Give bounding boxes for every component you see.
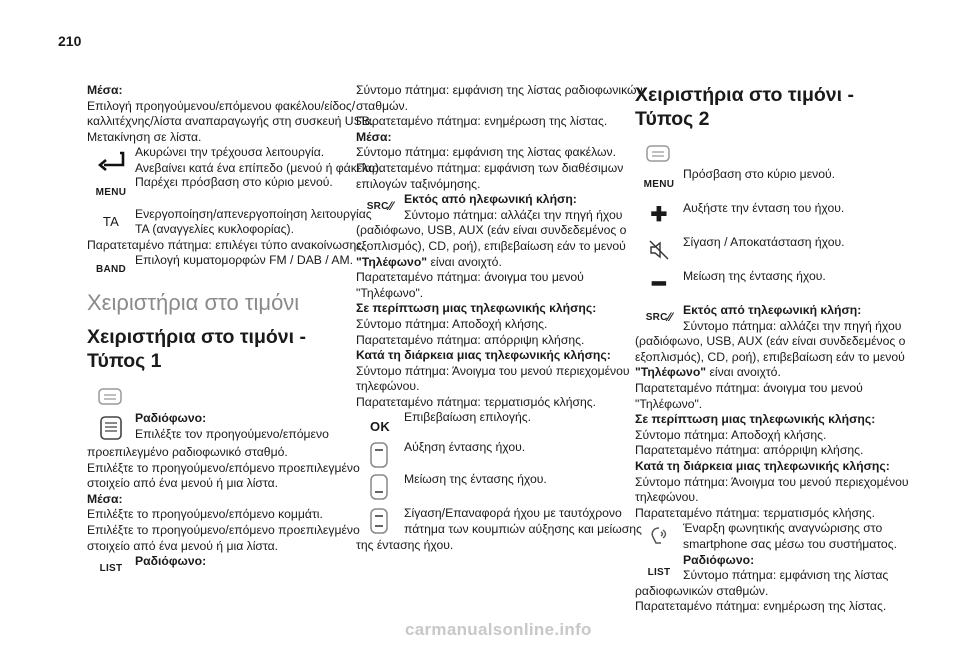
text-line: Πρόσβαση στο κύριο μενού. [683, 167, 836, 181]
text-line: Σύντομο πάτημα: αλλάζει την πηγή ήχου [404, 207, 623, 222]
text-line: Επιλέξτε το προηγούμενο/επόμενο κομμάτι. [87, 507, 323, 522]
vol-down-row [356, 472, 618, 502]
text-line: Παρατεταμένο πάτημα: ενημέρωση της λίστας. [356, 114, 608, 129]
telephone-bold: "Τηλέφωνο" [356, 254, 428, 269]
text-line: Σύντομο πάτημα: Άνοιγμα του μενού περιεχομένου [356, 363, 630, 378]
outside-call-heading: Εκτός από ηλεφωνική κλήση: [404, 192, 577, 207]
thumbwheel-up-icon [356, 440, 404, 470]
list-icon: LIST [99, 562, 123, 574]
reject-heading: Σε περίπτωση μιας τηλεφωνικής κλήσης: [635, 412, 876, 427]
during-heading: Κατά τη διάρκεια μιας τηλεφωνικής κλήσης: [356, 348, 611, 363]
text-line: Παρατεταμένο πάτημα: τερματισμός κλήσης. [356, 394, 597, 409]
media-heading: Μέσα: [87, 83, 123, 97]
voice-recognition-icon [635, 521, 683, 551]
type2-title: Χειριστήρια στο τιμόνι - Τύπος 2 [635, 84, 854, 130]
thumbwheel-down-icon [356, 472, 404, 502]
text-line: Έναρξη φωνητικής αναγνώρισης στο [683, 521, 883, 536]
outside-call-heading: Εκτός από τηλεφωνική κλήση: [683, 303, 862, 317]
text-line: Επιλογή προηγούμενου/επόμενου φακέλου/είδος/ [87, 98, 356, 113]
src-label: SRC [366, 201, 389, 213]
minus-icon: ━ [652, 271, 666, 297]
text-line: Παρατεταμένο πάτημα: ενημέρωση της λίστας. [635, 599, 887, 614]
text-line: Επιλέξτε τον προηγούμενο/επόμενο [135, 426, 329, 441]
type1-title: Χειριστήρια στο τιμόνι - Τύπος 1 [87, 325, 306, 372]
text-line: Μείωση της έντασης ήχου. [404, 472, 547, 487]
mute-icon [635, 235, 683, 265]
text-line: Μείωση της έντασης ήχου. [683, 269, 826, 283]
text-line: Παρατεταμένο πάτημα: άνοιγμα του μενού [356, 270, 584, 285]
radio-heading: Ραδιόφωνο: [135, 554, 207, 569]
media-heading: Μέσα: [87, 491, 123, 506]
text-line: Μετακίνηση σε λίστα. [87, 129, 202, 144]
section-title: Χειριστήρια στο τιμόνι [87, 290, 300, 316]
media-heading: Μέσα: [356, 129, 392, 144]
text-line: Σύντομο πάτημα: αλλάζει την πηγή ήχου [683, 318, 902, 333]
radio-row [87, 411, 349, 445]
text-line: τηλεφώνου. [635, 490, 699, 505]
text-line: TA (αναγγελίες κυκλοφορίας). [135, 222, 294, 237]
text-line: Παρέχει πρόσβαση στο κύριο μενού. [135, 174, 333, 189]
text-line: Αυξήστε την ένταση του ήχου. [683, 201, 845, 215]
src-label: SRC [645, 312, 668, 324]
text-line: (ραδιόφωνο, USB, AUX (εάν είναι συνδεδεμένος ο [635, 334, 906, 349]
text-line: Αύξηση έντασης ήχου. [404, 440, 526, 455]
src-row [356, 192, 623, 223]
back-row [87, 145, 383, 176]
band-icon: BAND [95, 263, 127, 275]
page-number: 210 [58, 33, 82, 49]
text-line: Ανεβαίνει κατά ένα επίπεδο (μενού ή φάκελο). [135, 160, 383, 175]
ok-row [356, 410, 618, 434]
text-line: "Τηλέφωνο". [635, 396, 703, 411]
mute-row [635, 235, 897, 265]
text-line: εξοπλισμός), CD, ροή), επιβεβαίωση εάν το μενού [635, 349, 905, 364]
text-line: της έντασης ήχου. [356, 537, 454, 552]
list-row [635, 553, 897, 584]
text-line: Ακυρώνει την τρέχουσα λειτουργία. [135, 145, 325, 160]
text-line: Παρατεταμένο πάτημα: επιλέγει τύπο ανακοίνωσης. [87, 237, 366, 252]
thumbwheel-press-icon [356, 506, 404, 536]
text-line: στοιχείο από ένα μενού ή μια λίστα. [87, 538, 279, 553]
ta-icon: TA [102, 213, 120, 229]
text-line: Παρατεταμένο πάτημα: απόρριψη κλήσης. [635, 443, 864, 458]
during-heading: Κατά τη διάρκεια μιας τηλεφωνικής κλήσης: [635, 458, 890, 473]
voice-row [635, 521, 897, 552]
text-line: στοιχείο από ένα μενού ή μια λίστα. [87, 476, 279, 491]
radio-heading: Ραδιόφωνο: [135, 410, 207, 425]
text-line: πάτημα των κουμπιών αύξησης και μείωσης [404, 522, 642, 537]
text-line: Σύντομο πάτημα: εμφάνιση της λίστας φακέλων. [356, 145, 617, 160]
text-line: Επιβεβαίωση επιλογής. [404, 410, 532, 425]
text-line: σταθμών. [356, 98, 409, 113]
menu-icon: MENU [643, 179, 675, 191]
text-line: επιλογών ταξινόμησης. [356, 176, 481, 191]
plus-icon: ✚ [650, 204, 668, 227]
back-arrow-icon [87, 145, 135, 176]
text-line: τηλεφώνου. [356, 379, 420, 394]
text-line: Σύντομο πάτημα: εμφάνιση της λίστας [683, 568, 889, 583]
text-line: Παρατεταμένο πάτημα: εμφάνιση των διαθέσιμων [356, 160, 624, 175]
ta-row [87, 206, 372, 238]
text-line: είναι ανοιχτό. [706, 365, 781, 380]
text-line: Σύντομο πάτημα: εμφάνιση της λίστας ραδιοφωνικών [356, 83, 643, 97]
text-line: Επιλέξτε το προηγούμενο/επόμενο προεπιλεγμένο [87, 522, 360, 537]
steering-control-icon [87, 383, 135, 411]
column-2 [356, 83, 643, 553]
src-row [635, 303, 902, 334]
text-line: Ενεργοποίηση/απενεργοποίηση λειτουργίας [135, 206, 372, 221]
text-line: Σύντομο πάτημα: Αποδοχή κλήσης. [356, 316, 548, 331]
text-line: Σύντομο πάτημα: Αποδοχή κλήσης. [635, 427, 827, 442]
text-line: Παρατεταμένο πάτημα: άνοιγμα του μενού [635, 380, 863, 395]
reject-heading: Σε περίπτωση μιας τηλεφωνικής κλήσης: [356, 301, 597, 316]
src-phone-icon: SRC ⁄⁄ [366, 199, 394, 214]
vol-up-row [356, 440, 618, 470]
text-line: Παρατεταμένο πάτημα: τερματισμός κλήσης. [635, 505, 876, 520]
telephone-bold: "Τηλέφωνο" [635, 365, 707, 380]
text-line: εξοπλισμός), CD, ροή), επιβεβαίωση εάν το μενού [356, 238, 626, 253]
thumbwheel-icon [87, 411, 135, 445]
ok-icon: OK [369, 418, 391, 434]
watermark-footer: carmanualsonline.info [405, 620, 592, 639]
band-row [87, 253, 354, 277]
steering-control-icon [635, 141, 683, 167]
text-line: "Τηλέφωνο". [356, 285, 424, 300]
text-line: ραδιοφωνικών σταθμών. [635, 583, 769, 598]
text-line: προεπιλεγμένο ραδιοφωνικό σταθμό. [87, 444, 288, 459]
text-line: (ραδιόφωνο, USB, AUX (εάν είναι συνδεδεμένος ο [356, 223, 627, 238]
list-icon: LIST [647, 566, 671, 578]
text-line: Σίγαση / Αποκατάσταση ήχου. [683, 235, 845, 249]
column-3 [635, 83, 909, 615]
minus-row [635, 269, 897, 299]
text-line: είναι ανοιχτό. [427, 254, 502, 269]
text-line: Σύντομο πάτημα: Άνοιγμα του μενού περιεχομένου [635, 474, 909, 489]
text-line: καλλιτέχνης/λίστα αναπαραγωγής στη συσκευή USB. [87, 114, 374, 129]
menu-row [87, 175, 349, 201]
text-line: Σίγαση/Επαναφορά ήχου με ταυτόχρονο [404, 506, 622, 521]
radio-heading: Ραδιόφωνο: [683, 552, 755, 567]
src-phone-icon: SRC ⁄⁄ [645, 310, 673, 325]
mute-row [356, 506, 642, 537]
menu-icon: MENU [95, 186, 127, 198]
text-line: Επιλογή κυματομορφών FM / DAB / AM. [135, 253, 354, 268]
text-line: smartphone σας μέσω του συστήματος. [683, 536, 897, 551]
list-row [87, 554, 349, 576]
text-line: Παρατεταμένο πάτημα: απόρριψη κλήσης. [356, 332, 585, 347]
menu-row [635, 167, 897, 193]
text-line: Επιλέξτε το προηγούμενο/επόμενο προεπιλεγμένο [87, 460, 360, 475]
plus-row [635, 201, 897, 231]
